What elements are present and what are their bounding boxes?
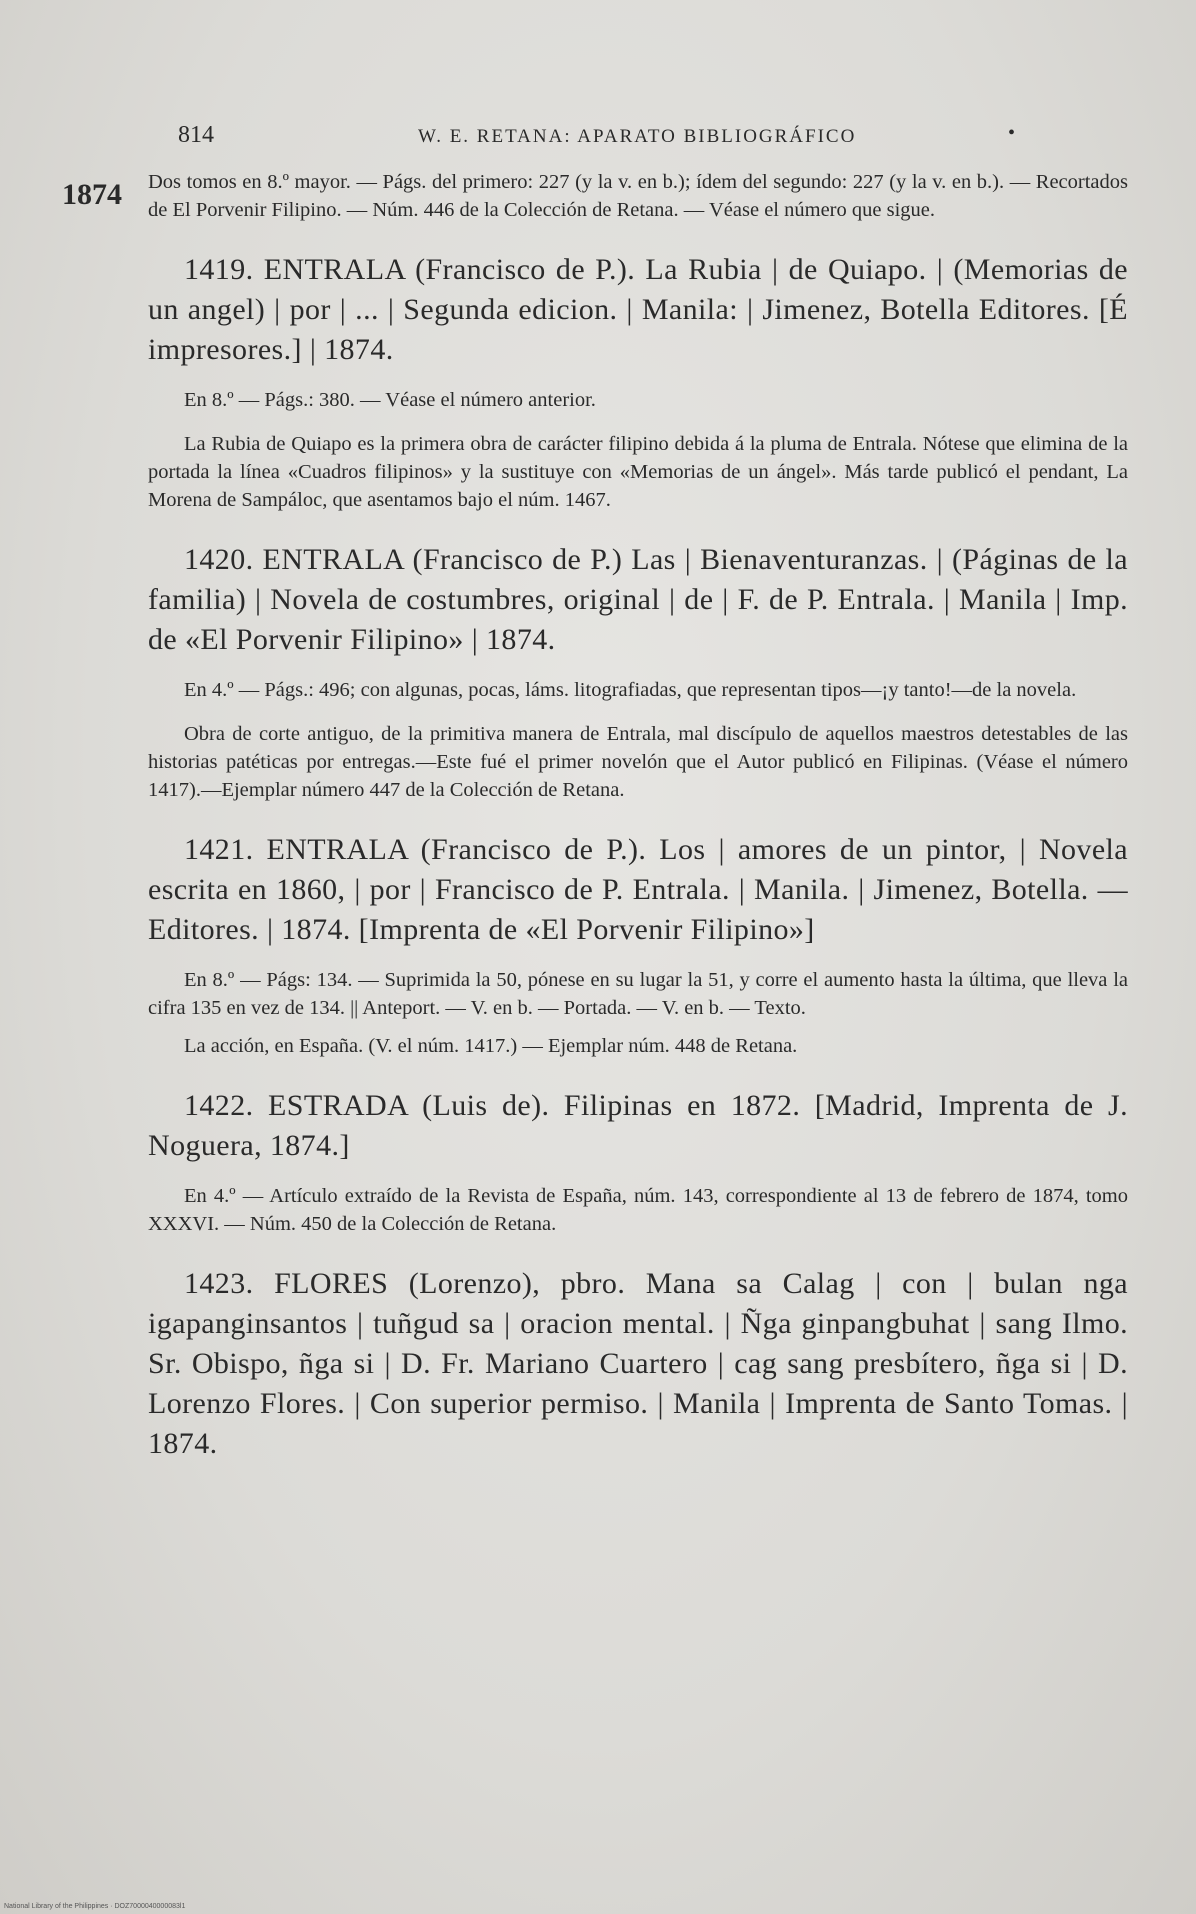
page-number: 814 xyxy=(178,122,214,148)
description-1422: En 4.º — Artículo extraído de la Revista de España, núm. 143, correspondiente al 13 de febrero de 1874, tomo XXXVI. — Núm. 450 de la Colección de Retana. xyxy=(148,1185,1128,1235)
description-1418: Dos tomos en 8.º mayor. — Págs. del primero: 227 (y la v. en b.); ídem del segundo: 227 (y la v. en b.). — Recortados de El Porvenir Filipino. — Núm. 446 de la Colección de Retana. — Véase el número que sigue. xyxy=(148,171,1128,221)
description-1421: En 8.º — Págs: 134. — Suprimida la 50, pónese en su lugar la 51, y corre el aumento hasta la última, que lleva la cifra 135 en vez de 134. || Anteport. — V. en b. — Portada. — V. en b. — Texto. xyxy=(148,969,1128,1019)
note-1419: La Rubia de Quiapo es la primera obra de carácter filipino debida á la pluma de Entrala. Nótese que elimina de la portada la línea «Cuadros filipinos» y la sustituye con «Memorias de un ángel». Más tarde publicó el pendant, La Morena de Sampáloc, que asentamos bajo el núm. 1467. xyxy=(148,433,1128,511)
entry-1419: 1419. ENTRALA (Francisco de P.). La Rubia | de Quiapo. | (Memorias de un angel) | por | ... | Segunda edicion. | Manila: | Jimenez, Botella Editores. [É impresores.] | 1874. xyxy=(148,253,1128,366)
running-title: W. E. RETANA: APARATO BIBLIOGRÁFICO xyxy=(418,126,857,147)
description-1419: En 8.º — Págs.: 380. — Véase el número anterior. xyxy=(184,389,596,411)
note-1421: La acción, en España. (V. el núm. 1417.) — Ejemplar núm. 448 de Retana. xyxy=(184,1035,798,1057)
entry-1420: 1420. ENTRALA (Francisco de P.) Las | Bienaventuranzas. | (Páginas de la familia) | Novela de costumbres, original | de | F. de P. Entrala. | Manila | Imp. de «El Porvenir Filipino» | 1874. xyxy=(148,543,1128,656)
scan-footer: National Library of the Philippines · DOZ7000040000083l1 xyxy=(4,1903,186,1910)
entry-1421: 1421. ENTRALA (Francisco de P.). Los | amores de un pintor, | Novela escrita en 1860, | por | Francisco de P. Entrala. | Manila. | Jimenez, Botella. — Editores. | 1874. [Imprenta de «El Porvenir Filipino»] xyxy=(148,833,1128,946)
entry-1422: 1422. ESTRADA (Luis de). Filipinas en 1872. [Madrid, Imprenta de J. Noguera, 1874.] xyxy=(148,1089,1128,1162)
description-1420: En 4.º — Págs.: 496; con algunas, pocas, láms. litografiadas, que representan tipos—¡y tanto!—de la novela. xyxy=(184,679,1077,701)
margin-year: 1874 xyxy=(62,178,122,211)
entry-1423: 1423. FLORES (Lorenzo), pbro. Mana sa Calag | con | bulan nga igapanginsantos | tuñgud sa | oracion mental. | Ñga ginpangbuhat | sang Ilmo. Sr. Obispo, ñga si | D. Fr. Mariano Cuartero | cag sang presbítero, ñga si | D. Lorenzo Flores. | Con superior permiso. | Manila | Imprenta de Santo Tomas. | 1874. xyxy=(148,1267,1128,1460)
page-body xyxy=(148,168,1128,1464)
header-dot: • xyxy=(1008,122,1016,144)
note-1420: Obra de corte antiguo, de la primitiva manera de Entrala, mal discípulo de aquellos maestros detestables de las historias patéticas por entregas.—Este fué el primer novelón que el Autor publicó en Filipinas. (Véase el número 1417).—Ejemplar número 447 de la Colección de Retana. xyxy=(148,723,1128,801)
